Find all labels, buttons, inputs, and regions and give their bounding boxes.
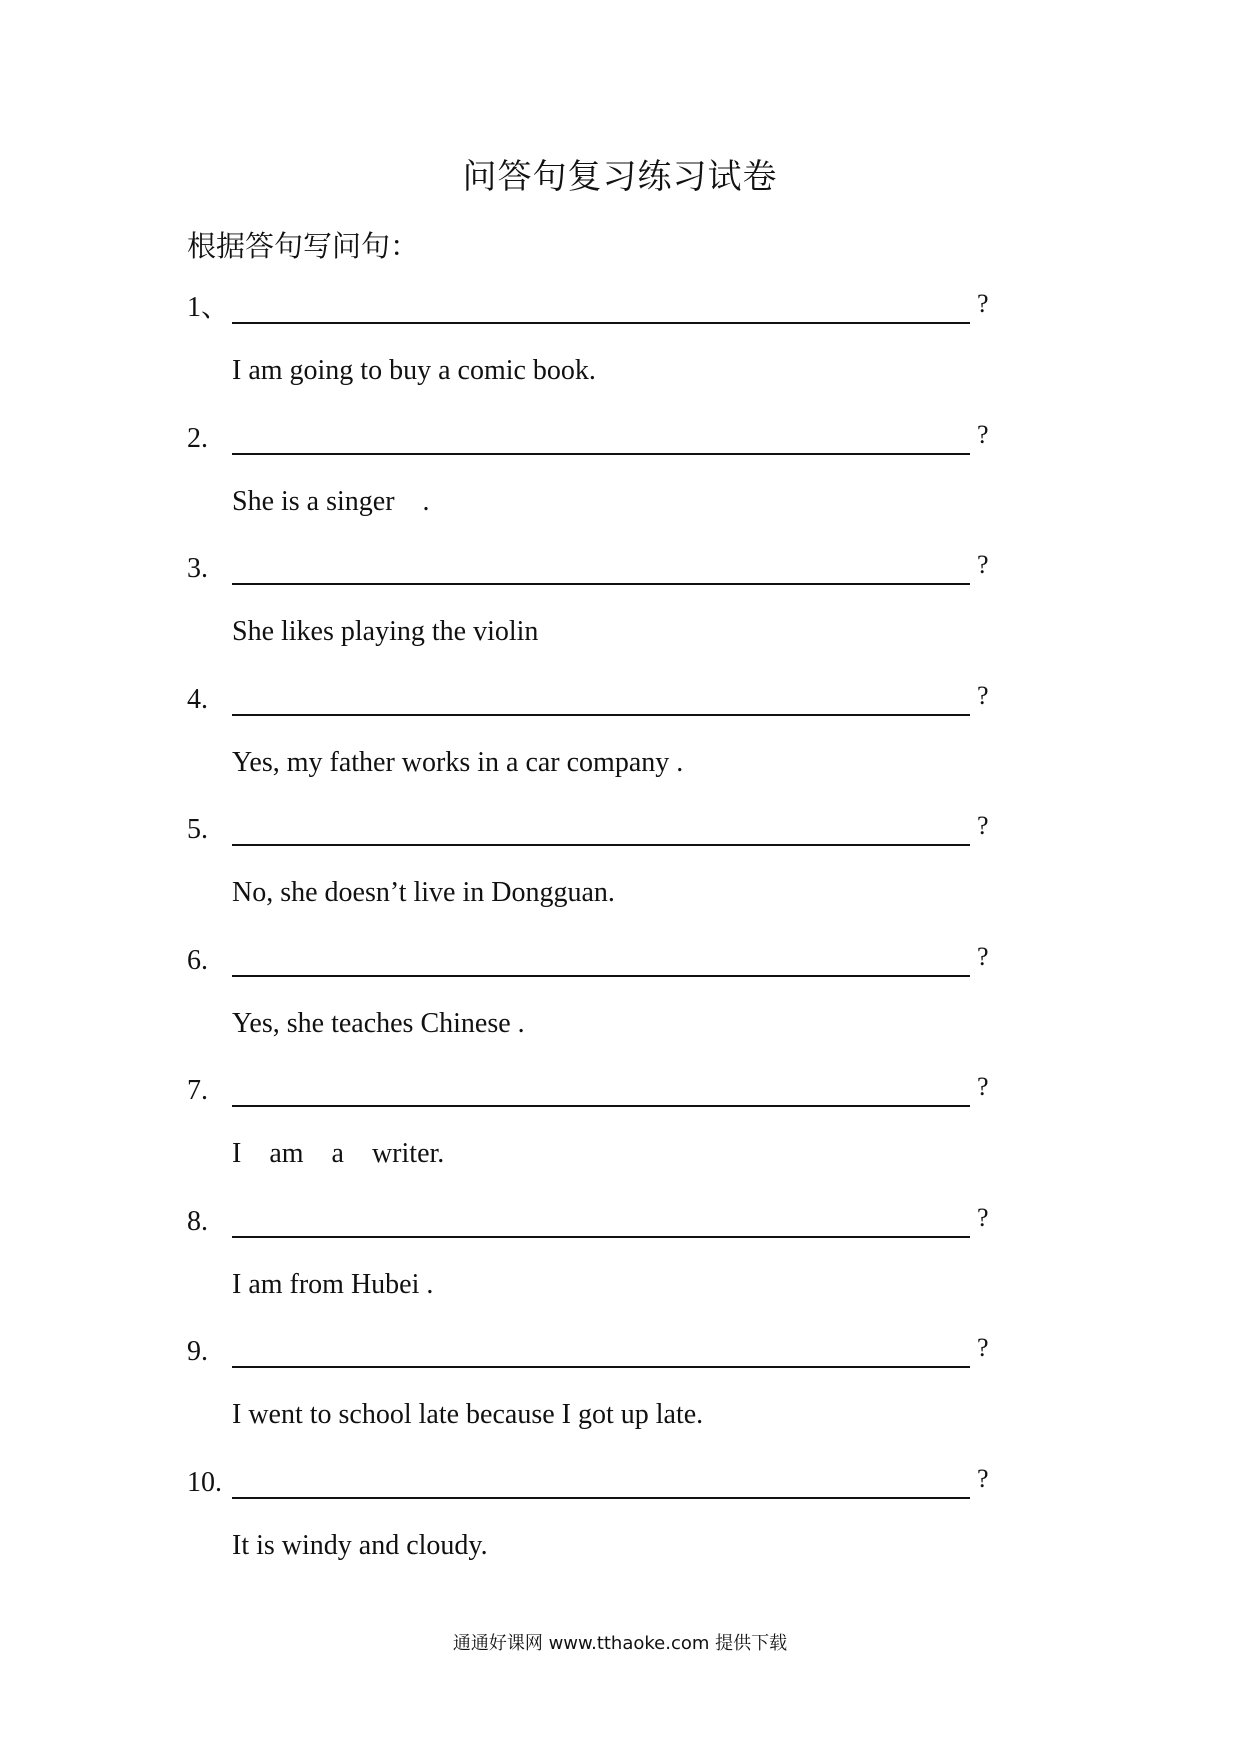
given-answer-text: She likes playing the violin: [232, 616, 539, 647]
question-mark: ?: [977, 550, 989, 579]
question-mark: ?: [977, 941, 989, 971]
given-answer-text: It is windy and cloudy.: [232, 1529, 488, 1561]
answer-blank-line[interactable]: [232, 322, 970, 324]
question-number: 2.: [187, 422, 208, 454]
question-mark: ?: [977, 1333, 989, 1362]
question-item: [187, 551, 1017, 682]
question-item: [187, 290, 1017, 421]
given-answer-text: Yes, my father works in a car company .: [232, 746, 684, 778]
question-mark: ?: [977, 1463, 989, 1493]
question-mark: ?: [977, 419, 989, 449]
question-number: 9.: [187, 1336, 208, 1367]
answer-blank-line[interactable]: [232, 844, 970, 846]
question-number: 3.: [187, 553, 208, 584]
given-answer-text: Yes, she teaches Chinese .: [232, 1007, 525, 1039]
question-number: 6.: [187, 944, 208, 976]
answer-blank-line[interactable]: [232, 714, 970, 716]
question-item: [187, 1334, 1017, 1465]
question-mark: ?: [977, 811, 989, 840]
question-item: [187, 421, 1017, 552]
question-number: 4.: [187, 683, 208, 715]
question-number: 8.: [187, 1205, 208, 1237]
given-answer-text: I am a writer.: [232, 1138, 445, 1169]
question-number: 7.: [187, 1075, 208, 1106]
question-mark: ?: [977, 1202, 989, 1232]
given-answer-text: No, she doesn’t live in Dongguan.: [232, 877, 615, 908]
question-item: [187, 943, 1017, 1074]
question-number: 10.: [187, 1466, 222, 1498]
answer-blank-line[interactable]: [232, 1236, 970, 1238]
given-answer-text: I went to school late because I got up late.: [232, 1399, 704, 1430]
answer-blank-line[interactable]: [232, 583, 970, 585]
question-item: [187, 812, 1017, 943]
given-answer-text: She is a singer .: [232, 485, 430, 517]
answer-blank-line[interactable]: [232, 1366, 970, 1368]
question-number: 1、: [187, 292, 230, 323]
question-mark: ?: [977, 289, 989, 318]
question-item: [187, 682, 1017, 813]
instruction-text: 根据答句写问句：: [187, 231, 420, 263]
answer-blank-line[interactable]: [232, 975, 970, 977]
answer-blank-line[interactable]: [232, 453, 970, 455]
question-mark: ?: [977, 680, 989, 710]
answer-blank-line[interactable]: [232, 1105, 970, 1107]
given-answer-text: I am from Hubei .: [232, 1268, 434, 1300]
question-list: [187, 290, 1017, 1595]
question-item: [187, 1465, 1017, 1596]
question-item: [187, 1204, 1017, 1335]
answer-blank-line[interactable]: [232, 1497, 970, 1499]
question-mark: ?: [977, 1072, 989, 1101]
question-item: [187, 1073, 1017, 1204]
question-number: 5.: [187, 814, 208, 845]
given-answer-text: I am going to buy a comic book.: [232, 355, 596, 386]
page-title: 问答句复习练习试卷: [462, 159, 778, 196]
footer-download-note: 通通好课网 www.tthaoke.com 提供下载: [452, 1633, 788, 1654]
